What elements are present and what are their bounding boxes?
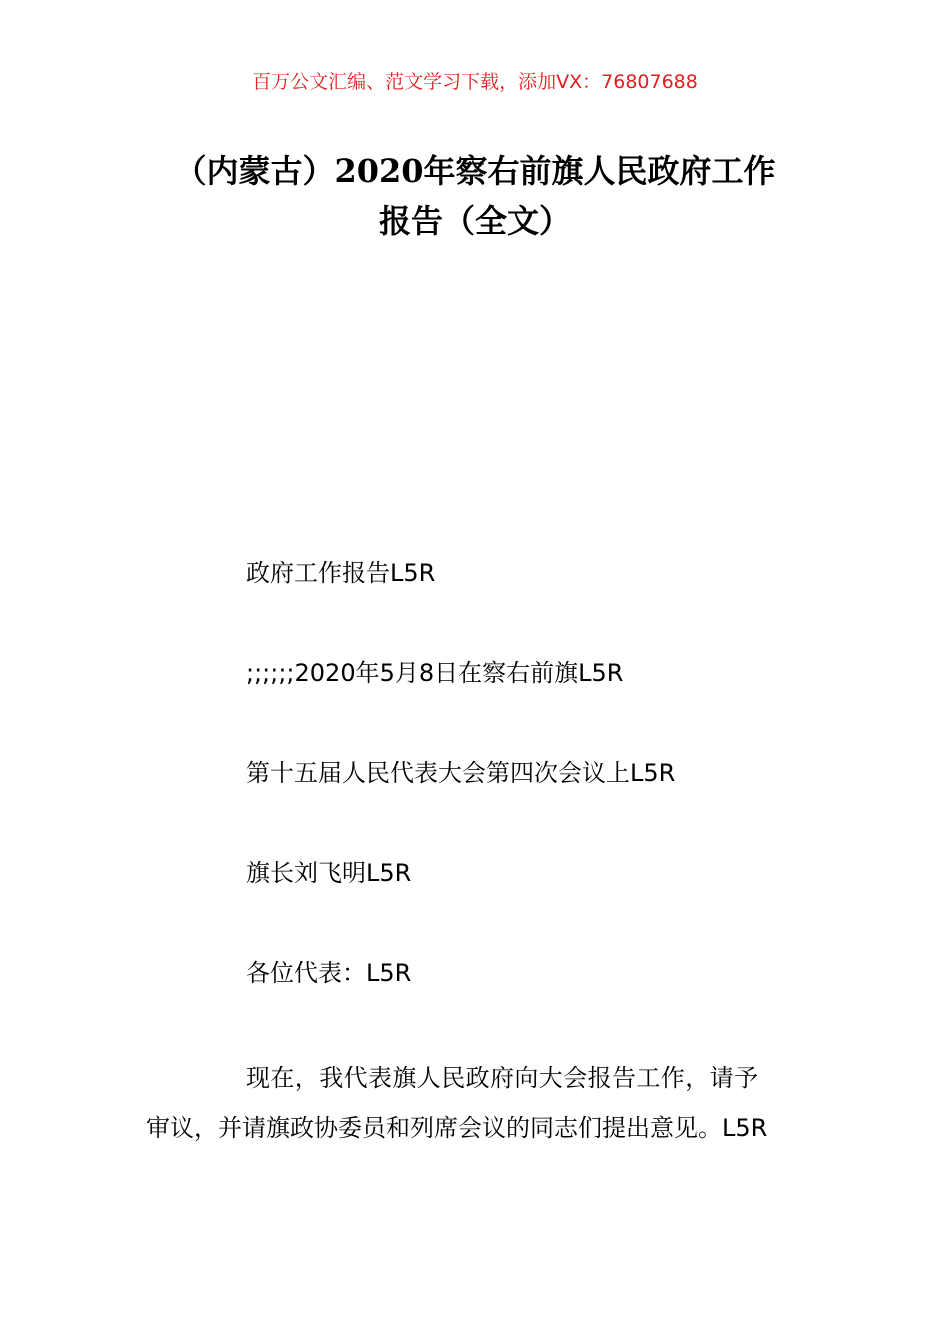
report-heading: 政府工作报告L5R [246, 559, 436, 587]
document-title [130, 146, 820, 246]
report-meeting: 第十五届人民代表大会第四次会议上L5R [246, 759, 676, 787]
report-salutation: 各位代表：L5R [246, 959, 412, 987]
report-date-place: ;;;;;;2020年5月8日在察右前旗L5R [246, 659, 624, 687]
document-title-line-1: （内蒙古）2020年察右前旗人民政府工作 [174, 152, 776, 190]
header-note: 百万公文汇编、范文学习下载，添加VX：76807688 [252, 71, 698, 93]
report-speaker: 旗长刘飞明L5R [246, 859, 412, 887]
body-paragraph-line-1: 现在，我代表旗人民政府向大会报告工作，请予 [246, 1064, 759, 1092]
body-paragraph [146, 1053, 806, 1153]
document-title-line-2: 报告（全文） [378, 202, 571, 240]
body-paragraph-line-2: 审议，并请旗政协委员和列席会议的同志们提出意见。L5R [146, 1114, 768, 1142]
